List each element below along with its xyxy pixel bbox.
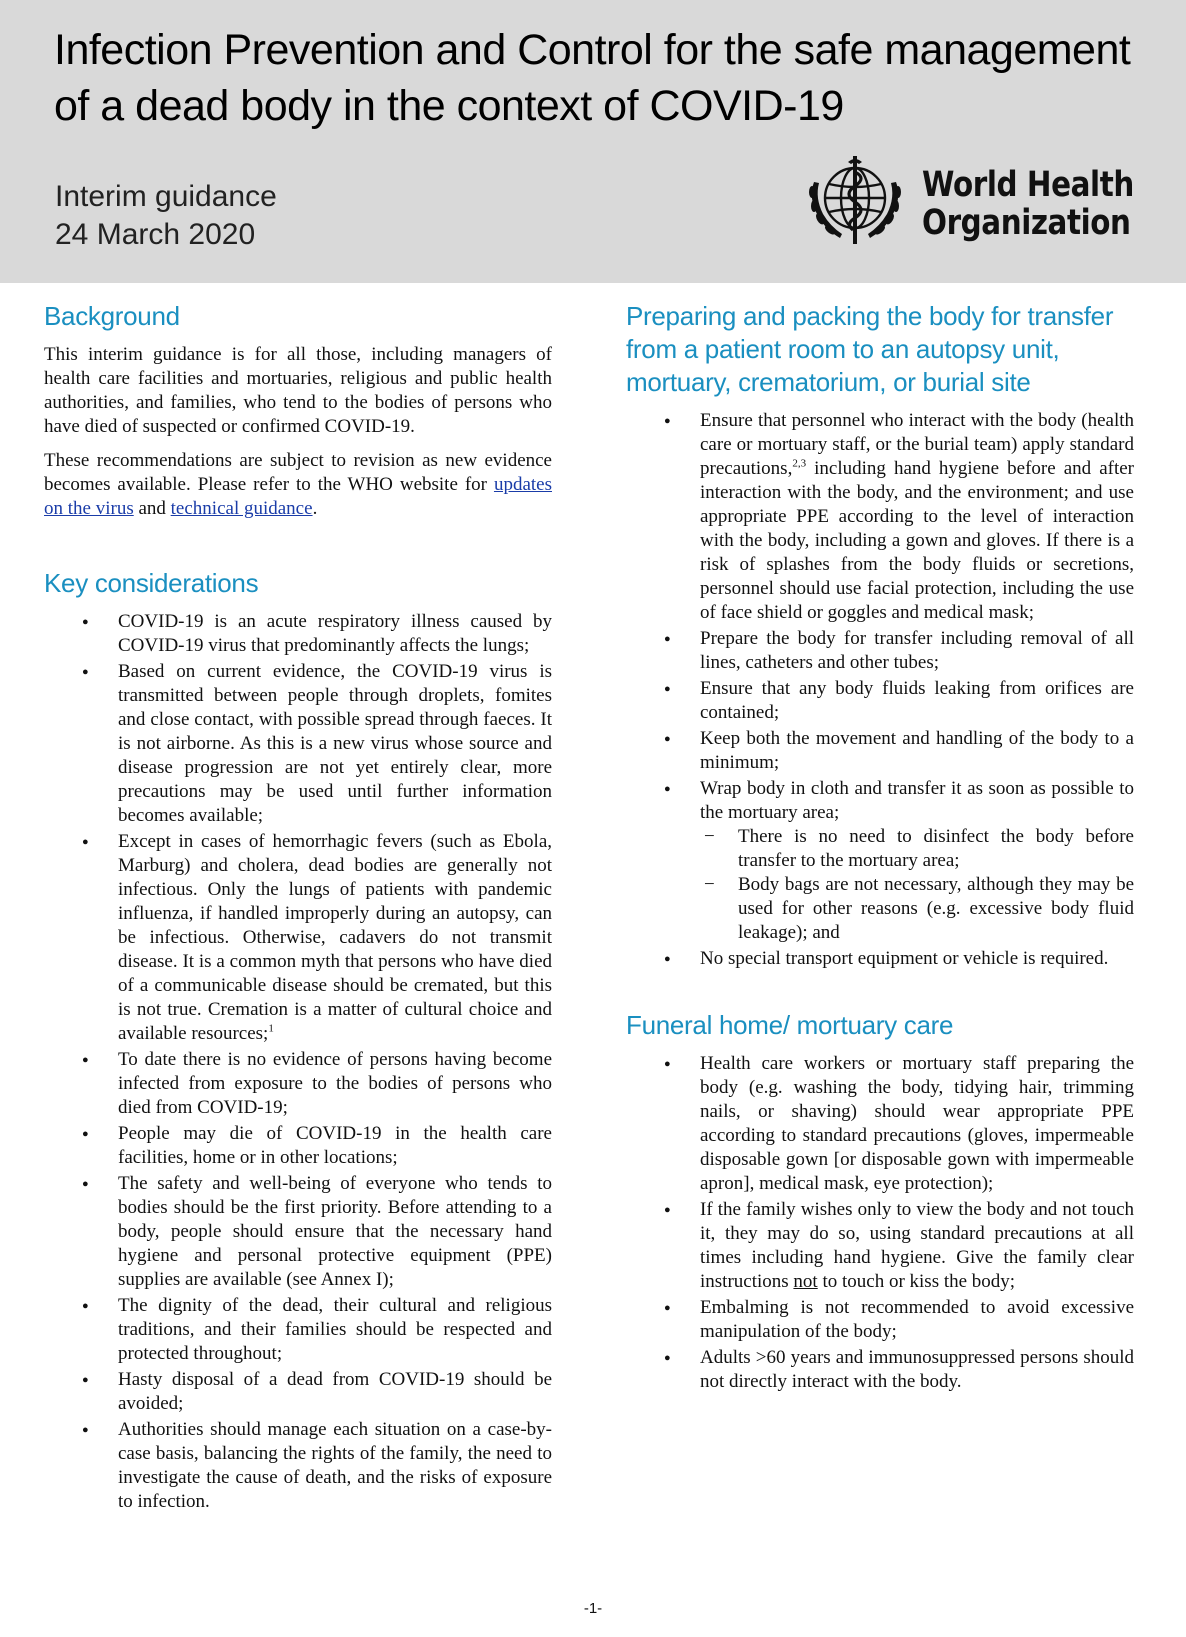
background-heading: Background [44, 301, 180, 331]
list-item [626, 777, 1134, 945]
text: If the family wishes only to view the body and not touch it, they may do so, using standard precautions at all times including hand hygiene. Give the family clear instructions [700, 1199, 1134, 1292]
sub-list-item: − Body bags are not necessary, although they may be used for other reasons (e.g. excessive body fluid leakage); and [700, 873, 1134, 945]
text: including hand hygiene before and after interaction with the body, and the environment; and use appropriate PPE according to the level of interaction with the body, including a gown and gloves. If there is a risk of splashes from the body fluids or secretions, personnel should use facial protection, including the use of face shield or goggles and medical mask; [700, 458, 1134, 623]
list-item: ● The dignity of the dead, their cultural and religious traditions, and their families should be respected and protected throughout; [44, 1294, 552, 1366]
header-band [0, 0, 1186, 283]
text: and [133, 498, 171, 519]
text: Except in cases of hemorrhagic fevers (such as Ebola, Marburg) and cholera, dead bodies are generally not infectious. Only the lungs of patients with pandemic influenza, if handled improperly during an autopsy, can be infectious. Otherwise, cadavers do not transmit disease. It is a common myth that persons who have died of a communicable disease should be cremated, but this is not true. Cremation is a matter of cultural choice and available resources; [118, 831, 552, 1044]
funeral-home-list [626, 1052, 1134, 1394]
preparing-body-heading: Preparing and packing the body for transfer from a patient room to an autopsy unit, mortuary, crematorium, or burial site [626, 301, 1114, 397]
list-item: ● Adults >60 years and immunosuppressed persons should not directly interact with the body. [626, 1346, 1134, 1394]
text: These recommendations are subject to revision as new evidence becomes available. Please refer to the WHO website for [44, 450, 552, 495]
technical-guidance-link[interactable]: technical guidance [170, 498, 313, 519]
key-considerations-list [44, 610, 552, 1514]
list-item [626, 409, 1134, 625]
list-item: ● People may die of COVID-19 in the health care facilities, home or in other locations; [44, 1122, 552, 1170]
list-item: ● To date there is no evidence of persons having become infected from exposure to the bodies of persons who died from COVID-19; [44, 1048, 552, 1120]
left-column [44, 300, 552, 1516]
logo-line-2: Organization [922, 203, 1131, 243]
text: to touch or kiss the body; [817, 1271, 1016, 1292]
sub-list [700, 825, 1134, 945]
page-number: -1- [583, 1600, 603, 1617]
preparing-body-list [626, 409, 1134, 971]
key-considerations-heading: Key considerations [44, 568, 259, 598]
background-paragraph-1: This interim guidance is for all those, including managers of health care facilities and mortuaries, religious and public health authorities, and families, who tend to the bodies of persons who have died of suspected or confirmed COVID-19. [44, 344, 552, 437]
publication-date: 24 March 2020 [55, 218, 256, 251]
list-item: ● Authorities should manage each situation on a case-by-case basis, balancing the rights of the family, the need to investigate the cause of death, and the risks of exposure to infection. [44, 1418, 552, 1514]
who-emblem-icon [800, 152, 910, 252]
list-item: ● Based on current evidence, the COVID-19 virus is transmitted between people through droplets, fomites and close contact, with possible spread through faeces. It is not airborne. As this is a new virus whose source and disease progression are not yet entirely clear, more precautions may be used until further information becomes available; [44, 660, 552, 828]
background-paragraph-2 [44, 449, 552, 521]
logo-wordmark [922, 166, 1134, 242]
guidance-type: Interim guidance [55, 180, 277, 213]
logo-line-1: World Health [922, 165, 1134, 205]
list-item [626, 1198, 1134, 1294]
text: . [312, 498, 318, 519]
list-item: ● Keep both the movement and handling of the body to a minimum; [626, 727, 1134, 775]
document-title: Infection Prevention and Control for the safe management of a dead body in the context of COVID-19 [54, 26, 1131, 130]
list-item: ● Health care workers or mortuary staff preparing the body (e.g. washing the body, tidying hair, trimming nails, or shaving) should wear appropriate PPE according to standard precautions (gloves, impermeable disposable gown [or disposable gown with impermeable apron], medical mask, eye protection); [626, 1052, 1134, 1196]
underlined-text: not [793, 1271, 818, 1292]
funeral-home-heading: Funeral home/ mortuary care [626, 1010, 954, 1040]
spacer [44, 531, 552, 567]
footnote-ref: 1 [268, 1022, 274, 1035]
text: Wrap body in cloth and transfer it as soon as possible to the mortuary area; [700, 778, 1134, 823]
who-logo [800, 152, 1140, 252]
list-item: ● The safety and well-being of everyone who tends to bodies should be the first priority. Before attending to a body, people should ensure that the necessary hand hygiene and personal protective equipment (PPE) supplies are available (see Annex I); [44, 1172, 552, 1292]
right-column [626, 300, 1134, 1396]
list-item: ● Prepare the body for transfer including removal of all lines, catheters and other tubes; [626, 627, 1134, 675]
updates-on-virus-link[interactable]: updates on the virus [44, 474, 552, 519]
list-item: ● Hasty disposal of a dead from COVID-19 should be avoided; [44, 1368, 552, 1416]
list-item: ● No special transport equipment or vehicle is required. [626, 947, 1134, 971]
subtitle [55, 178, 277, 254]
list-item: ● Ensure that any body fluids leaking from orifices are contained; [626, 677, 1134, 725]
list-item: ● COVID-19 is an acute respiratory illness caused by COVID-19 virus that predominantly affects the lungs; [44, 610, 552, 658]
list-item [44, 830, 552, 1046]
sub-list-item: − There is no need to disinfect the body before transfer to the mortuary area; [700, 825, 1134, 873]
text: Ensure that personnel who interact with the body (health care or mortuary staff, or the burial team) apply standard precautions, [700, 410, 1134, 479]
footnote-ref: 2,3 [792, 457, 807, 470]
spacer [626, 973, 1134, 1009]
list-item: ● Embalming is not recommended to avoid excessive manipulation of the body; [626, 1296, 1134, 1344]
